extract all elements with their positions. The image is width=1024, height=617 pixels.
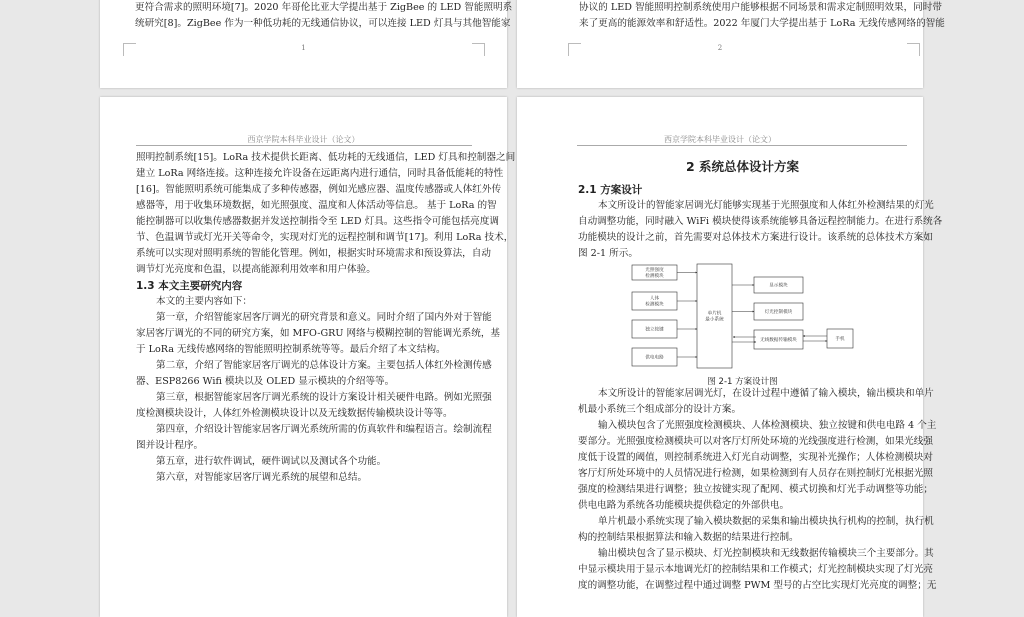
text-line: 调节灯光亮度和色温，以提高能源利用效率和用户体验。 bbox=[136, 264, 376, 275]
figure-caption: 图 2-1 方案设计图 bbox=[707, 377, 778, 387]
text-line: 感器等，用于收集环境数据，如光照强度、温度和人体活动等信息。 基于 LoRa 的智 bbox=[136, 200, 497, 211]
text-line: 第二章，介绍了智能家居客厅调光的总体设计方案。主要包括人体红外检测传感 bbox=[156, 360, 492, 371]
section-heading: 2.1 方案设计 bbox=[578, 184, 643, 196]
paragraph bbox=[579, 0, 945, 32]
text-line: 度低于设置的阈值，则控制系统进入灯光自动调整，实现补光操作；人体检测模块对 bbox=[578, 452, 933, 463]
text-line: 供电电路为系统各功能模块提供稳定的外部供电。 bbox=[578, 500, 790, 511]
text-line: 本文所设计的智能家居调光灯能够实现基于光照强度和人体红外检测结果的灯光 bbox=[598, 200, 934, 211]
chapter-title: 2 系统总体设计方案 bbox=[685, 159, 800, 174]
text-line: 照明控制系统[15]。LoRa 技术提供长距离、低功耗的无线通信，LED 灯具和控制器之间 bbox=[136, 152, 516, 163]
input-module-box-label: 供电电路 bbox=[645, 355, 664, 361]
text-line: 图 2-1 所示。 bbox=[578, 248, 638, 259]
paragraph bbox=[578, 198, 943, 262]
text-line: 第三章，根据智能家居客厅调光系统的设计方案设计相关硬件电路。例如光照强 bbox=[156, 392, 492, 403]
text-line: 第五章，进行软件调试，硬件调试以及测试各个功能。 bbox=[156, 456, 387, 467]
paragraph bbox=[136, 454, 471, 470]
input-module-box-label: 检测模块 bbox=[645, 302, 664, 308]
paragraph bbox=[136, 310, 501, 358]
text-line: 来了更高的能源效率和舒适性。2022 年厦门大学提出基于 LoRa 无线传感网络的智能 bbox=[579, 18, 945, 29]
text-line: 第六章，对智能家居客厅调光系统的展望和总结。 bbox=[156, 472, 368, 483]
block-diagram bbox=[610, 262, 870, 374]
paragraph bbox=[136, 294, 471, 310]
paragraph bbox=[136, 358, 492, 390]
paragraph bbox=[578, 386, 934, 418]
input-module-box-label: 光照强度 bbox=[645, 268, 664, 274]
input-module-box-label: 独立按键 bbox=[645, 327, 664, 333]
output-module-label: 无线数据传输模块 bbox=[760, 338, 797, 344]
paragraph bbox=[136, 390, 492, 422]
text-line: 本文的主要内容如下： bbox=[156, 296, 252, 307]
text-line: 本文所设计的智能家居调光灯，在设计过程中遵循了输入模块，输出模块和单片 bbox=[598, 388, 934, 399]
text-line: 自动调整功能，同时融入 WiFi 模块使得该系统能够具备远程控制能力。在进行系统各 bbox=[578, 216, 943, 227]
figure-2-1 bbox=[578, 262, 907, 386]
page-4 bbox=[517, 97, 943, 617]
paragraph bbox=[136, 150, 516, 278]
page-1 bbox=[100, 0, 513, 88]
page-3 bbox=[100, 97, 516, 617]
header-rule bbox=[577, 145, 907, 146]
text-line: 能控制器可以收集传感器数据并发送控制指令至 LED 灯具。这些指令可能包括亮度调 bbox=[136, 216, 499, 227]
paragraph bbox=[578, 546, 937, 594]
header-rule bbox=[136, 145, 472, 146]
page-header: 西京学院本科毕业设计（论文） bbox=[247, 135, 360, 144]
paragraph bbox=[578, 418, 937, 514]
text-line: 系统可以实现对照明系统的智能化管理。例如，根据实时环境需求和预设算法，自动 bbox=[136, 248, 491, 259]
text-line: 建立 LoRa 网络连接。这种连接允许设备在远距离内进行通信，同时具备低能耗的特性 bbox=[136, 168, 504, 179]
text-line: 节、色温调节或灯光开关等命令，实现对灯光的远程控制和调节[17]。利用 LoRa 技术， bbox=[136, 232, 514, 243]
text-line: 强度的检测结果进行调整；独立按键实现了配网、模式切换和灯光手动调整等功能； bbox=[578, 484, 933, 495]
text-line: 第一章，介绍智能家居客厅调光的研究背景和意义。同时介绍了国内外对于智能 bbox=[156, 312, 492, 323]
text-line: 客厅灯所处环境中的人员情况进行检测，如果检测到有人员存在则控制灯光根据光照 bbox=[578, 468, 933, 479]
text-line: 协议的 LED 智能照明控制系统使用户能够根据不同场景和需求定制照明效果，同时带 bbox=[579, 2, 942, 13]
text-line: 统研究[8]。ZigBee 作为一种低功耗的无线通信协议，可以连接 LED 灯具与其他智能家 bbox=[135, 18, 511, 29]
page-number: 2 bbox=[717, 44, 723, 52]
text-line: 输出模块包含了显示模块、灯光控制模块和无线数据传输模块三个主要部分。其 bbox=[598, 548, 934, 559]
text-line: 输入模块包含了光照强度检测模块、人体检测模块、独立按键和供电电路 4 个主 bbox=[598, 420, 937, 431]
output-module-label: 显示模块 bbox=[769, 283, 788, 289]
paragraph bbox=[135, 0, 513, 32]
page-header: 西京学院本科毕业设计（论文） bbox=[664, 135, 776, 144]
page-number: 1 bbox=[301, 44, 306, 52]
mcu-box-label: 单片机 bbox=[707, 311, 722, 317]
text-line: 构的控制结果根据算法和输入数据的结果进行控制。 bbox=[578, 532, 799, 543]
text-line: 家居客厅调光的不同的研究方案，如 MFO-GRU 网络与模糊控制的智能调光系统，基 bbox=[136, 328, 501, 339]
input-module-box-label: 人体 bbox=[649, 296, 660, 302]
paragraph bbox=[136, 422, 492, 454]
output-module-label: 灯光控制模块 bbox=[764, 310, 793, 316]
text-line: 度检测模块设计，人体红外检测模块设计以及无线数据传输模块设计等等。 bbox=[136, 408, 453, 419]
text-line: 度的调整功能，在调整过程中通过调整 PWM 型号的占空比实现灯光亮度的调整；无 bbox=[578, 580, 937, 591]
text-line: 要部分。光照强度检测模块可以对客厅灯所处环境的光线强度进行检测，如果光线强 bbox=[578, 436, 933, 447]
text-line: [16]。智能照明系统可能集成了多种传感器，例如光感应器、温度传感器或人体红外传 bbox=[136, 184, 502, 195]
text-line: 中显示模块用于显示本地调光灯的控制结果和工作模式；灯光控制模块实现了灯光亮 bbox=[578, 564, 933, 575]
text-line: 功能模块的设计之前，首先需要对总体技术方案进行设计。该系统的总体技术方案如 bbox=[578, 232, 933, 243]
text-line: 于 LoRa 无线传感网络的智能照明控制系统等等。最后介绍了本文结构。 bbox=[136, 344, 446, 355]
text-line: 第四章，介绍设计智能家居客厅调光系统所需的仿真软件和编程语言。绘制流程 bbox=[156, 424, 492, 435]
paragraph bbox=[578, 514, 934, 546]
text-line: 器、ESP8266 Wifi 模块以及 OLED 显示模块的介绍等等。 bbox=[136, 376, 395, 387]
section-heading: 1.3 本文主要研究内容 bbox=[136, 280, 243, 292]
phone-label: 手机 bbox=[835, 337, 845, 342]
text-line: 图并设计程序。 bbox=[136, 440, 204, 451]
paragraph bbox=[136, 470, 471, 486]
mcu-box-label: 最小系统 bbox=[705, 317, 724, 323]
input-module-box-label: 检测模块 bbox=[645, 274, 664, 280]
page-2 bbox=[517, 0, 945, 88]
text-line: 更符合需求的照明环境[7]。2020 年哥伦比亚大学提出基于 ZigBee 的 LED 智能照明系 bbox=[135, 2, 513, 13]
text-line: 机最小系统三个组成部分的设计方案。 bbox=[578, 404, 742, 415]
text-line: 单片机最小系统实现了输入模块数据的采集和输出模块执行机构的控制，执行机 bbox=[598, 516, 934, 527]
